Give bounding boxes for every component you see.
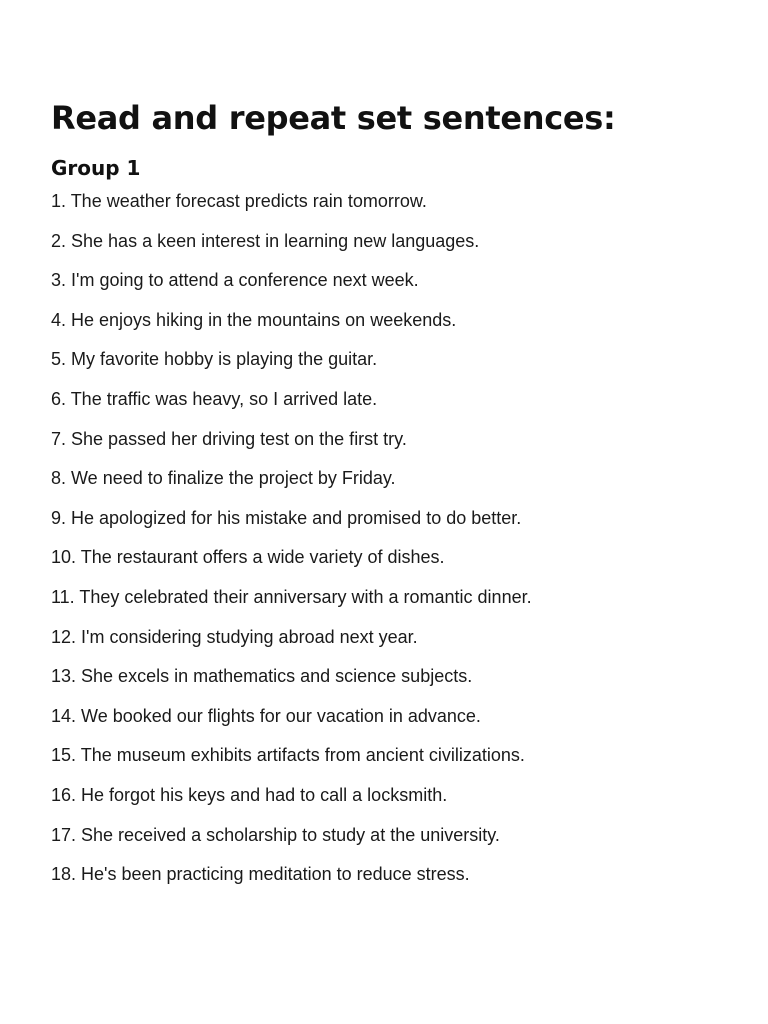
sentence-item: 16. He forgot his keys and had to call a locksmith.	[51, 784, 448, 805]
sentence-item: 5. My favorite hobby is playing the guitar.	[51, 349, 378, 370]
sentence-item: 12. I'm considering studying abroad next year.	[51, 626, 418, 647]
sentence-item: 18. He's been practicing meditation to reduce stress.	[51, 864, 470, 885]
sentence-item: 2. She has a keen interest in learning new languages.	[51, 230, 480, 251]
sentence-item: 7. She passed her driving test on the first try.	[51, 428, 407, 449]
sentence-item: 10. The restaurant offers a wide variety of dishes.	[51, 547, 445, 568]
sentence-item: 13. She excels in mathematics and science subjects.	[51, 666, 473, 687]
sentence-item: 3. I'm going to attend a conference next week.	[51, 270, 419, 291]
sentence-item: 17. She received a scholarship to study at the university.	[51, 824, 500, 845]
sentence-item: 8. We need to finalize the project by Friday.	[51, 468, 396, 489]
sentence-item: 11. They celebrated their anniversary with a romantic dinner.	[51, 586, 532, 607]
sentence-list	[51, 189, 741, 886]
page-title: Read and repeat set sentences:	[51, 99, 616, 137]
sentence-item: 15. The museum exhibits artifacts from ancient civilizations.	[51, 745, 525, 766]
sentence-item: 4. He enjoys hiking in the mountains on weekends.	[51, 309, 457, 330]
sentence-item: 6. The traffic was heavy, so I arrived late.	[51, 388, 378, 409]
sentence-item: 9. He apologized for his mistake and promised to do better.	[51, 507, 522, 528]
sentence-item: 1. The weather forecast predicts rain tomorrow.	[51, 191, 427, 211]
group-heading: Group 1	[51, 156, 141, 180]
sentence-item: 14. We booked our flights for our vacation in advance.	[51, 705, 481, 726]
document-page	[51, 94, 741, 902]
